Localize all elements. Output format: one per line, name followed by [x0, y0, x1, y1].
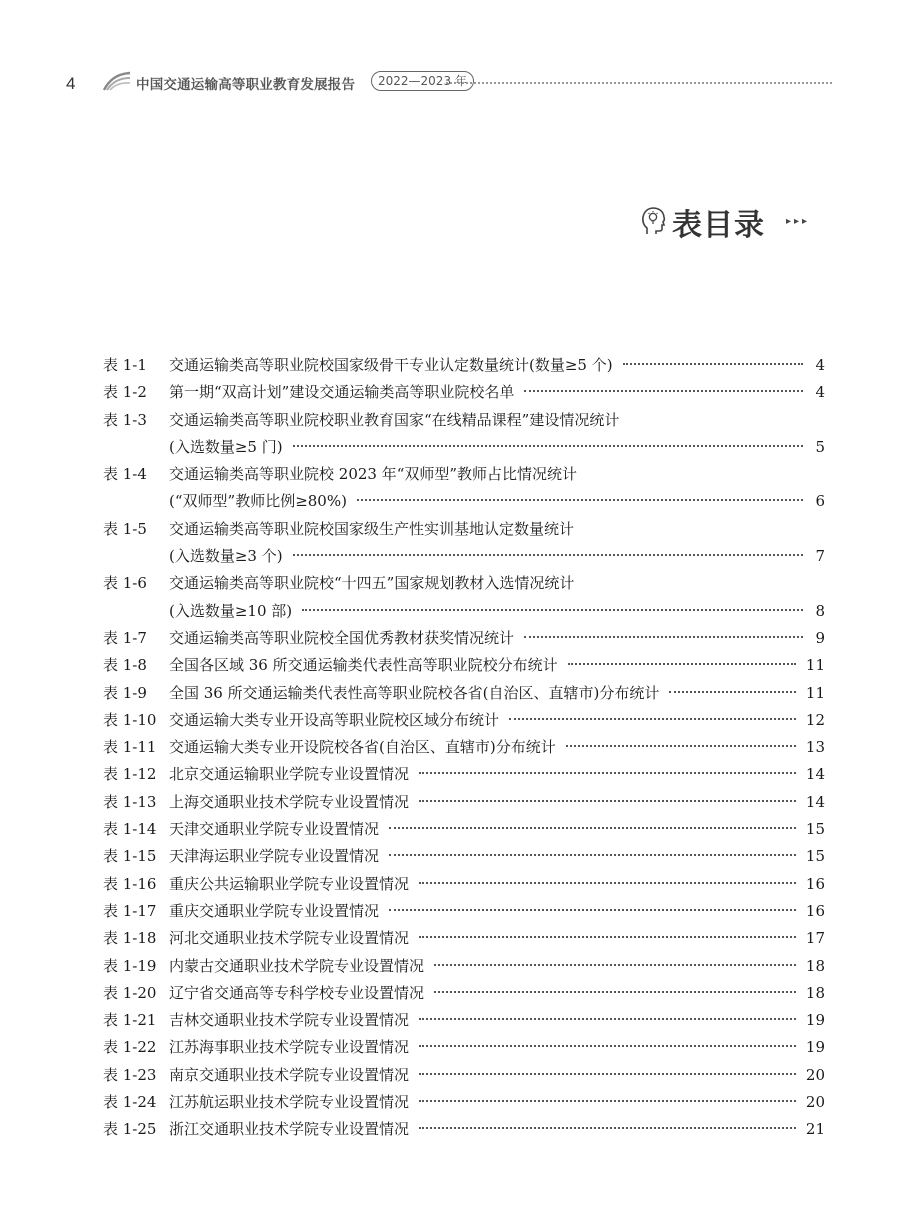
- toc-entry[interactable]: [103, 789, 825, 816]
- running-header: [58, 70, 833, 96]
- dot-leader: [524, 636, 803, 638]
- toc-entry-title: 北京交通运输职业学院专业设置情况: [169, 765, 410, 784]
- toc-entry[interactable]: [103, 680, 825, 707]
- dot-leader: [419, 936, 796, 938]
- toc-entry[interactable]: [103, 707, 825, 734]
- toc-entry-label: 表 1-16: [103, 874, 157, 893]
- toc-entry-title: 全国各区域 36 所交通运输类代表性高等职业院校分布统计: [169, 656, 558, 675]
- toc-entry[interactable]: [103, 652, 825, 679]
- toc-entry-label: 表 1-7: [103, 628, 147, 647]
- toc-entry-title: 交通运输大类专业开设院校各省(自治区、直辖市)分布统计: [169, 738, 556, 757]
- toc-line: [103, 652, 825, 679]
- toc-line: [103, 1116, 825, 1143]
- toc-entry-title: (入选数量≥3 个): [169, 547, 283, 566]
- toc-entry-page: 20: [805, 1093, 825, 1112]
- toc-entry[interactable]: [103, 1062, 825, 1089]
- toc-entry-label: 表 1-18: [103, 929, 157, 948]
- toc-entry-page: 8: [815, 601, 825, 620]
- toc-entry-label: 表 1-6: [103, 574, 147, 593]
- toc-entry-label: 表 1-23: [103, 1065, 157, 1084]
- toc-line: [103, 434, 825, 461]
- toc-entry-label: 表 1-10: [103, 710, 157, 729]
- toc-entry-title: 交通运输类高等职业院校国家级生产性实训基地认定数量统计: [169, 519, 575, 538]
- toc-entry[interactable]: [103, 1034, 825, 1061]
- toc-entry-title: (入选数量≥5 门): [169, 437, 283, 456]
- toc-line: [103, 1089, 825, 1116]
- dot-leader: [524, 390, 803, 392]
- header-dotted-rule: [446, 82, 832, 84]
- head-lightbulb-icon: [640, 206, 666, 236]
- dot-leader: [434, 964, 796, 966]
- toc-entry-page: 7: [815, 547, 825, 566]
- dot-leader: [389, 854, 796, 856]
- dot-leader: [302, 609, 803, 611]
- toc-line: [103, 488, 825, 515]
- dot-leader: [419, 1018, 796, 1020]
- toc-line: [103, 1007, 825, 1034]
- toc-entry-label: 表 1-25: [103, 1120, 157, 1139]
- toc-entry-label: 表 1-20: [103, 983, 157, 1002]
- toc-line: [103, 598, 825, 625]
- toc-entry-page: 4: [815, 356, 825, 374]
- dot-leader: [293, 554, 803, 556]
- toc-entry-label: 表 1-19: [103, 956, 157, 975]
- toc-entry-label: 表 1-17: [103, 901, 157, 920]
- dot-leader: [509, 718, 796, 720]
- toc-entry-page: 13: [805, 738, 825, 757]
- toc-entry-title: 重庆交通职业学院专业设置情况: [169, 901, 380, 920]
- toc-entry[interactable]: [103, 843, 825, 870]
- toc-entry-label: 表 1-1: [103, 356, 147, 374]
- dot-leader: [293, 445, 803, 447]
- dot-leader: [419, 1100, 796, 1102]
- toc-entry[interactable]: [103, 925, 825, 952]
- toc-entry-label: 表 1-5: [103, 519, 147, 538]
- toc-entry-title: 天津交通职业学院专业设置情况: [169, 820, 380, 839]
- toc-line: [103, 516, 825, 543]
- toc-line: [103, 816, 825, 843]
- toc-entry-title: 江苏海事职业技术学院专业设置情况: [169, 1038, 410, 1057]
- toc-entry-title: 交通运输类高等职业院校全国优秀教材获奖情况统计: [169, 628, 515, 647]
- dot-leader: [419, 882, 796, 884]
- toc-entry[interactable]: [103, 1116, 825, 1143]
- toc-entry-page: 16: [805, 901, 825, 920]
- toc-entry-label: 表 1-12: [103, 765, 157, 784]
- toc-entry[interactable]: [103, 1007, 825, 1034]
- toc-entry-title: 重庆公共运输职业学院专业设置情况: [169, 874, 410, 893]
- toc-entry-title: 内蒙古交通职业技术学院专业设置情况: [169, 956, 425, 975]
- toc-line: [103, 707, 825, 734]
- toc-entry-title: 交通运输类高等职业院校“十四五”国家规划教材入选情况统计: [169, 574, 575, 593]
- toc-line: [103, 543, 825, 570]
- toc-entry-label: 表 1-9: [103, 683, 147, 702]
- toc-entry-title: 交通运输类高等职业院校 2023 年“双师型”教师占比情况统计: [169, 465, 578, 484]
- toc-entry-title: 交通运输类高等职业院校国家级骨干专业认定数量统计(数量≥5 个): [169, 356, 613, 374]
- dot-leader: [419, 1127, 796, 1129]
- toc-entry-page: 17: [805, 929, 825, 948]
- dot-leader: [568, 663, 796, 665]
- swoosh-logo-icon: [102, 70, 132, 92]
- toc-line: [103, 925, 825, 952]
- dot-leader: [419, 772, 796, 774]
- toc-entry-title: 河北交通职业技术学院专业设置情况: [169, 929, 410, 948]
- toc-entry-title: 吉林交通职业技术学院专业设置情况: [169, 1011, 410, 1030]
- toc-entry-title: 全国 36 所交通运输类代表性高等职业院校各省(自治区、直辖市)分布统计: [169, 683, 660, 702]
- toc-line: [103, 761, 825, 788]
- toc-line: [103, 570, 825, 597]
- toc-entry-title: 浙江交通职业技术学院专业设置情况: [169, 1120, 410, 1139]
- toc-entry-label: 表 1-2: [103, 383, 147, 402]
- toc-entry-label: 表 1-3: [103, 410, 147, 429]
- toc-entry-page: 21: [805, 1120, 825, 1139]
- toc-line: [103, 789, 825, 816]
- toc-entry-page: 15: [805, 820, 825, 839]
- toc-entry-page: 19: [805, 1038, 825, 1057]
- dot-leader: [566, 745, 796, 747]
- toc-line: [103, 379, 825, 406]
- toc-entry-page: 14: [805, 792, 825, 811]
- toc-entry-title: 辽宁省交通高等专科学校专业设置情况: [169, 983, 425, 1002]
- toc-entry[interactable]: [103, 625, 825, 652]
- toc-line: [103, 843, 825, 870]
- toc-entry[interactable]: [103, 516, 825, 571]
- toc-line: [103, 352, 825, 379]
- toc-entry-page: 16: [805, 874, 825, 893]
- toc-entry-label: 表 1-13: [103, 792, 157, 811]
- toc-entry[interactable]: [103, 352, 825, 379]
- toc-line: [103, 1062, 825, 1089]
- toc-entry-label: 表 1-4: [103, 465, 147, 484]
- dot-leader: [434, 991, 796, 993]
- toc-entry-label: 表 1-24: [103, 1093, 157, 1112]
- toc-entry-page: 20: [805, 1065, 825, 1084]
- toc-line: [103, 871, 825, 898]
- triple-arrow-icon: ▸▸▸: [786, 216, 811, 227]
- dot-leader: [623, 363, 803, 365]
- toc-entry-page: 12: [805, 710, 825, 729]
- toc-entry-page: 11: [805, 656, 825, 675]
- toc-entry-title: 第一期“双高计划”建设交通运输类高等职业院校名单: [169, 383, 515, 402]
- toc-entry[interactable]: [103, 761, 825, 788]
- toc-entry-label: 表 1-11: [103, 738, 157, 757]
- dot-leader: [419, 800, 796, 802]
- toc-entry[interactable]: [103, 379, 825, 406]
- toc-entry-title: 南京交通职业技术学院专业设置情况: [169, 1065, 410, 1084]
- toc-line: [103, 734, 825, 761]
- toc-entry-title: 交通运输大类专业开设高等职业院校区域分布统计: [169, 710, 500, 729]
- toc-entry[interactable]: [103, 1089, 825, 1116]
- toc-entry[interactable]: [103, 461, 825, 516]
- dot-leader: [419, 1073, 796, 1075]
- toc-entry[interactable]: [103, 898, 825, 925]
- toc-entry-title: 交通运输类高等职业院校职业教育国家“在线精品课程”建设情况统计: [169, 410, 620, 429]
- toc-line: [103, 898, 825, 925]
- toc-line: [103, 625, 825, 652]
- toc-entry[interactable]: [103, 816, 825, 843]
- toc-entry-page: 18: [805, 956, 825, 975]
- toc-entry-title: (入选数量≥10 部): [169, 601, 293, 620]
- table-of-tables: [103, 352, 825, 1144]
- toc-entry-label: 表 1-21: [103, 1011, 157, 1030]
- toc-line: [103, 461, 825, 488]
- toc-entry-label: 表 1-8: [103, 656, 147, 675]
- toc-line: [103, 680, 825, 707]
- dot-leader: [357, 499, 803, 501]
- dot-leader: [669, 691, 796, 693]
- toc-entry-title: 上海交通职业技术学院专业设置情况: [169, 792, 410, 811]
- dot-leader: [419, 1045, 796, 1047]
- toc-entry-title: (“双师型”教师比例≥80%): [169, 492, 347, 511]
- toc-entry-page: 5: [815, 437, 825, 456]
- year-range-badge: 2022—2023 年: [371, 71, 474, 91]
- dot-leader: [389, 909, 796, 911]
- toc-entry[interactable]: [103, 953, 825, 980]
- book-title: 中国交通运输高等职业教育发展报告: [136, 77, 356, 93]
- toc-entry-page: 15: [805, 847, 825, 866]
- toc-entry-page: 19: [805, 1011, 825, 1030]
- toc-entry-page: 4: [815, 383, 825, 402]
- toc-line: [103, 980, 825, 1007]
- toc-entry-label: 表 1-22: [103, 1038, 157, 1057]
- toc-entry-label: 表 1-14: [103, 820, 157, 839]
- toc-entry[interactable]: [103, 980, 825, 1007]
- dot-leader: [389, 827, 796, 829]
- toc-entry-page: 9: [815, 628, 825, 647]
- toc-entry[interactable]: [103, 570, 825, 625]
- toc-entry-page: 6: [815, 492, 825, 511]
- section-heading: [640, 200, 840, 246]
- toc-entry-title: 天津海运职业学院专业设置情况: [169, 847, 380, 866]
- section-title: 表目录: [672, 208, 765, 243]
- toc-entry[interactable]: [103, 407, 825, 462]
- toc-line: [103, 1034, 825, 1061]
- toc-entry-page: 18: [805, 983, 825, 1002]
- toc-entry[interactable]: [103, 734, 825, 761]
- toc-entry-label: 表 1-15: [103, 847, 157, 866]
- page-number: 4: [66, 74, 76, 93]
- toc-line: [103, 407, 825, 434]
- toc-entry-page: 11: [805, 683, 825, 702]
- toc-entry-page: 14: [805, 765, 825, 784]
- toc-entry[interactable]: [103, 871, 825, 898]
- toc-entry-title: 江苏航运职业技术学院专业设置情况: [169, 1093, 410, 1112]
- toc-line: [103, 953, 825, 980]
